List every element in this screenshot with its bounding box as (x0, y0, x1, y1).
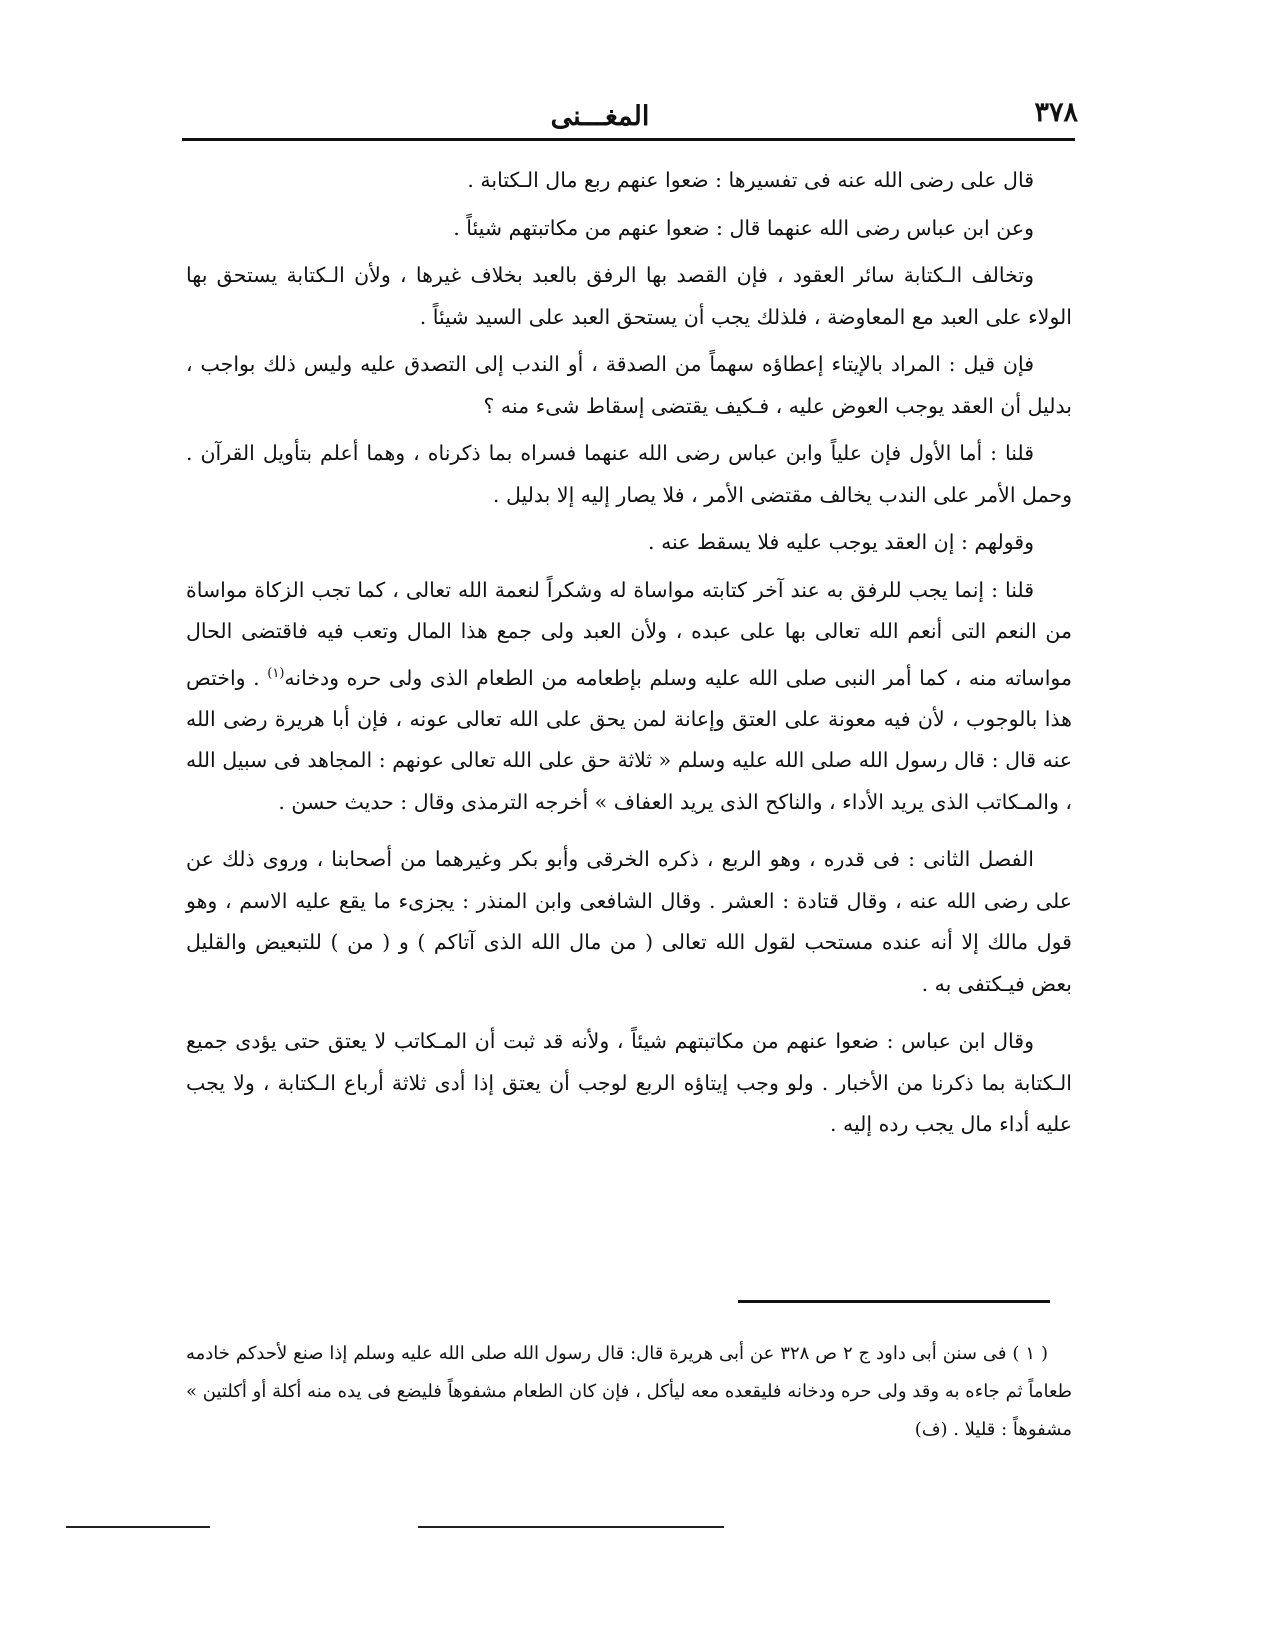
paragraph: قال على رضى الله عنه فى تفسيرها : ضعوا عنهم ربع مال الـكتابة . (467, 168, 1034, 192)
footnote-rule (738, 1300, 1050, 1303)
main-text (186, 160, 1072, 1152)
bottom-rule (66, 1526, 210, 1528)
paragraph-with-note (186, 570, 1072, 824)
paragraph: وتخالف الـكتابة سائر العقود ، فإن القصد بها الرفق بالعبد بخلاف غيرها ، ولأن الـكتابة يستحق بها الولاء على العبد مع المعاوضة ، فلذلك يجب أن يستحق العبد على السيد شيئاً . (186, 263, 1072, 329)
paragraph: قلنا : أما الأول فإن علياً وابن عباس رضى الله عنهما فسراه بما ذكرناه ، وهما أعلم بتأويل القرآن . وحمل الأمر على الندب يخالف مقتضى الأمر ، فلا يصار إليه إلا بدليل . (186, 441, 1072, 507)
paragraph: فإن قيل : المراد بالإيتاء إعطاؤه سهماً من الصدقة ، أو الندب إلى التصدق عليه وليس ذلك بواجب ، بدليل أن العقد يوجب العوض عليه ، فـكيف يقتضى إسقاط شىء منه ؟ (186, 352, 1072, 418)
running-title: المغـــنى (550, 101, 650, 132)
footnote-marker: (١) (267, 665, 285, 681)
paragraph: وقال ابن عباس : ضعوا عنهم من مكاتبتهم شيئاً ، ولأنه قد ثبت أن المـكاتب لا يعتق حتى يؤدى جميع الـكتابة بما ذكرنا من الأخبار . ولو وجب إيتاؤه الربع لوجب أن يعتق إذا أدى ثلاثة أرباع الـكتابة ، ولا يجب عليه أداء مال يجب رده إليه . (186, 1029, 1072, 1137)
header-rule (182, 138, 1075, 141)
footnote (186, 1335, 1072, 1449)
page-number: ٣٧٨ (1034, 97, 1078, 128)
footnote-text: ( ١ ) فى سنن أبى داود ج ٢ ص ٣٢٨ عن أبى هريرة قال: قال رسول الله صلى الله عليه وسلم إذا صنع لأحدكم خادمه طعاماً ثم جاءه به وقد ولى حره ودخانه فليقعده معه ليأكل ، فإن كان الطعام مشفوهاً فليضع فى يده منه أكلة أو أكلتين » مشفوهاً : قليلا . (ف) (186, 1343, 1072, 1440)
paragraph: وقولهم : إن العقد يوجب عليه فلا يسقط عنه . (648, 530, 1034, 554)
paragraph-text: . واختص هذا بالوجوب ، لأن فيه معونة على العتق وإعانة لمن يحق على الله تعالى عونه ، فإن أبا هريرة رضى الله عنه قال : قال رسول الله صلى الله عليه وسلم « ثلاثة حق على الله تعالى عونهم : المجاهد فى سبيل الله ، والمـكاتب الذى يريد الأداء ، والناكح الذى يريد العفاف » أخرجه الترمذى وقال : حديث حسن . (186, 665, 1072, 814)
paragraph-text: قلنا : إنما يجب للرفق به عند آخر كتابته مواساة له وشكراً لنعمة الله تعالى ، كما تجب الزكاة مواساة من النعم التى أنعم الله تعالى بها على عبده ، ولأن العبد ولى جمع هذا المال وتعب فيه فاقتضى الحال مواساته منه ، كما أمر النبى صلى الله عليه وسلم بإطعامه من الطعام الذى ولى حره ودخانه (186, 577, 1072, 690)
paragraph: الفصل الثانى : فى قدره ، وهو الربع ، ذكره الخرقى وأبو بكر وغيرهما من أصحابنا ، وروى ذلك عن على رضى الله عنه ، وقال قتادة : العشر . وقال الشافعى وابن المنذر : يجزىء ما يقع عليه الاسم ، وهو قول مالك إلا أنه عنده مستحب لقول الله تعالى ( من مال الله الذى آتاكم ) و ( من ) للتبعيض والقليل بعض فيـكتفى به . (186, 847, 1072, 996)
bottom-rule (418, 1526, 724, 1528)
paragraph: وعن ابن عباس رضى الله عنهما قال : ضعوا عنهم من مكاتبتهم شيئاً . (453, 215, 1034, 240)
